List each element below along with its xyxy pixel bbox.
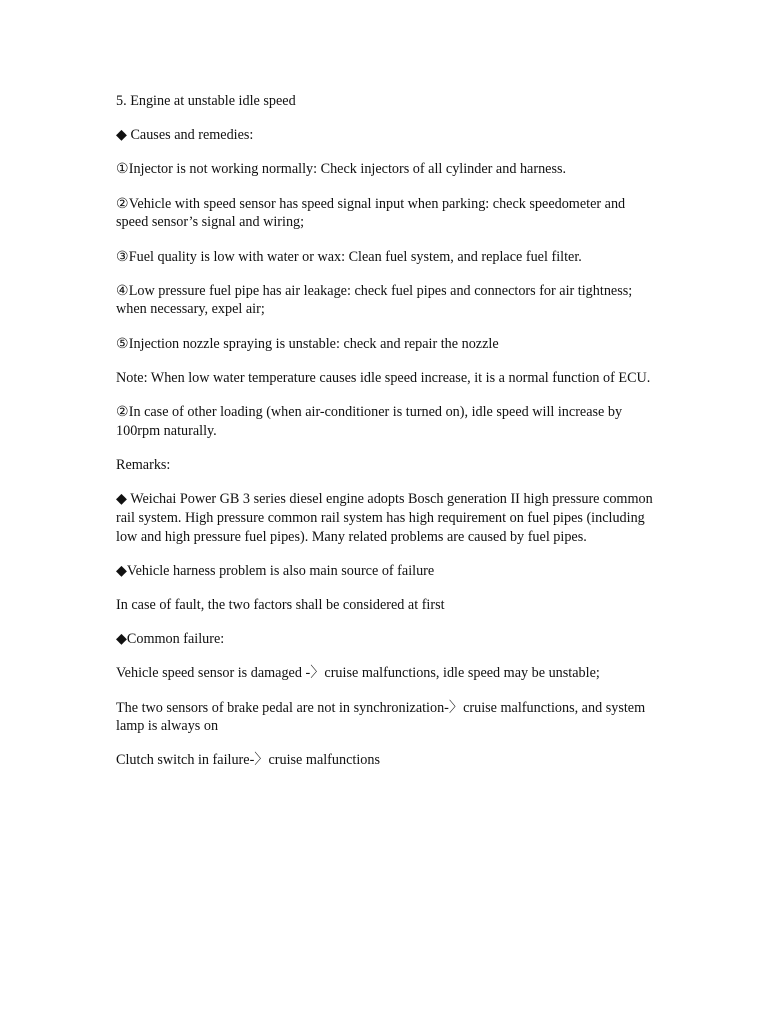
remark-weichai: ◆ Weichai Power GB 3 series diesel engine adopts Bosch generation II high pressure common rail system. High pressure common rail system has high requirement on fuel pipes (including low and high pressure fuel pipes). Many related problems are caused by fuel pipes. [116,491,653,545]
note-item-2: ②In case of other loading (when air-conditioner is turned on), idle speed will increase by 100rpm naturally. [116,404,623,439]
failure-clutch-switch: Clutch switch in failure-〉cruise malfunctions [116,752,380,769]
remark-fault-factors: In case of fault, the two factors shall be considered at first [116,596,445,613]
note-paragraph: Note: When low water temperature causes idle speed increase, it is a normal function of ECU. [116,369,651,386]
failure-speed-sensor: Vehicle speed sensor is damaged -〉cruise malfunctions, idle speed may be unstable; [116,665,600,682]
failure-brake-sensors: The two sensors of brake pedal are not in synchronization-〉cruise malfunctions, and system lamp is always on [116,699,646,735]
common-failure-heading: ◆Common failure: [116,631,225,648]
section-heading: 5. Engine at unstable idle speed [116,93,296,109]
cause-item-5: ⑤Injection nozzle spraying is unstable: check and repair the nozzle [116,335,499,352]
cause-item-3: ③Fuel quality is low with water or wax: Clean fuel system, and replace fuel filter. [116,248,582,265]
causes-heading: ◆ Causes and remedies: [116,127,254,144]
cause-item-4: ④Low pressure fuel pipe has air leakage: check fuel pipes and connectors for air tightness; when necessary, expel air; [116,282,633,318]
remark-harness: ◆Vehicle harness problem is also main source of failure [116,562,435,579]
remarks-heading: Remarks: [116,456,171,473]
document-page [116,92,656,786]
cause-item-1: ①Injector is not working normally: Check injectors of all cylinder and harness. [116,161,567,178]
cause-item-2: ②Vehicle with speed sensor has speed signal input when parking: check speedometer and speed sensor’s signal and wiring; [116,195,626,231]
